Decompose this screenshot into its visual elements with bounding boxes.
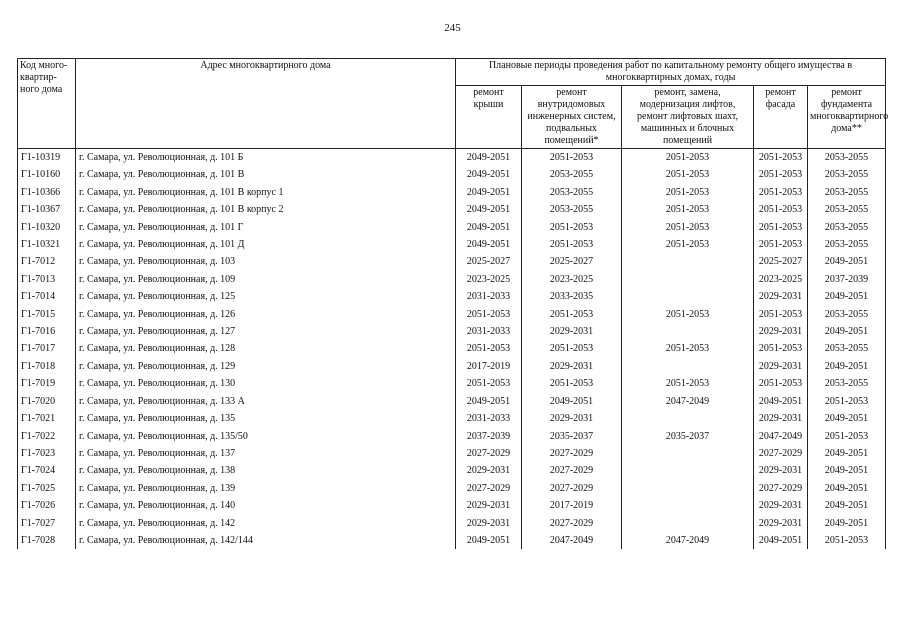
table-row — [18, 184, 886, 201]
cell-address: г. Самара, ул. Революционная, д. 101 В корпус 2 — [76, 201, 456, 218]
cell-facade: 2029-2031 — [754, 515, 808, 532]
cell-systems: 2051-2053 — [522, 340, 622, 357]
cell-address: г. Самара, ул. Революционная, д. 139 — [76, 480, 456, 497]
cell-elevators: 2035-2037 — [622, 428, 754, 445]
cell-elevators: 2051-2053 — [622, 201, 754, 218]
cell-facade: 2051-2053 — [754, 340, 808, 357]
cell-address: г. Самара, ул. Революционная, д. 128 — [76, 340, 456, 357]
cell-address: г. Самара, ул. Революционная, д. 137 — [76, 445, 456, 462]
cell-elevators: 2051-2053 — [622, 375, 754, 392]
cell-code: Г1-7023 — [18, 445, 76, 462]
cell-address: г. Самара, ул. Революционная, д. 138 — [76, 462, 456, 479]
cell-systems: 2027-2029 — [522, 480, 622, 497]
cell-roof: 2031-2033 — [456, 323, 522, 340]
cell-elevators: 2051-2053 — [622, 219, 754, 236]
cell-code: Г1-7019 — [18, 375, 76, 392]
cell-elevators: 2051-2053 — [622, 166, 754, 183]
cell-code: Г1-10160 — [18, 166, 76, 183]
header-row-top — [18, 59, 886, 86]
cell-address: г. Самара, ул. Революционная, д. 135/50 — [76, 428, 456, 445]
cell-elevators — [622, 253, 754, 270]
cell-code: Г1-7028 — [18, 532, 76, 549]
cell-code: Г1-10321 — [18, 236, 76, 253]
cell-code: Г1-7022 — [18, 428, 76, 445]
cell-foundation: 2053-2055 — [808, 306, 886, 323]
cell-facade: 2051-2053 — [754, 201, 808, 218]
cell-systems: 2029-2031 — [522, 410, 622, 427]
cell-systems: 2029-2031 — [522, 358, 622, 375]
cell-address: г. Самара, ул. Революционная, д. 133 А — [76, 393, 456, 410]
table-row — [18, 288, 886, 305]
cell-facade: 2049-2051 — [754, 393, 808, 410]
cell-facade: 2027-2029 — [754, 445, 808, 462]
cell-roof: 2049-2051 — [456, 201, 522, 218]
cell-address: г. Самара, ул. Революционная, д. 129 — [76, 358, 456, 375]
cell-code: Г1-10319 — [18, 149, 76, 167]
header-periods: Плановые периоды проведения работ по капитальному ремонту общего имущества в многоквартирных домах, годы — [456, 59, 886, 86]
cell-address: г. Самара, ул. Революционная, д. 101 Б — [76, 149, 456, 167]
cell-elevators: 2047-2049 — [622, 393, 754, 410]
cell-roof: 2049-2051 — [456, 393, 522, 410]
cell-code: Г1-7015 — [18, 306, 76, 323]
table-row — [18, 393, 886, 410]
cell-foundation: 2053-2055 — [808, 149, 886, 167]
cell-systems: 2023-2025 — [522, 271, 622, 288]
table-row — [18, 201, 886, 218]
table-row — [18, 515, 886, 532]
cell-roof: 2029-2031 — [456, 462, 522, 479]
cell-foundation: 2049-2051 — [808, 288, 886, 305]
cell-address: г. Самара, ул. Революционная, д. 140 — [76, 497, 456, 514]
cell-roof: 2051-2053 — [456, 375, 522, 392]
cell-systems: 2047-2049 — [522, 532, 622, 549]
cell-foundation: 2053-2055 — [808, 219, 886, 236]
cell-foundation: 2049-2051 — [808, 515, 886, 532]
cell-systems: 2025-2027 — [522, 253, 622, 270]
cell-systems: 2027-2029 — [522, 515, 622, 532]
header-address: Адрес многоквартирного дома — [76, 59, 456, 149]
cell-roof: 2049-2051 — [456, 236, 522, 253]
cell-facade: 2029-2031 — [754, 358, 808, 375]
cell-address: г. Самара, ул. Революционная, д. 125 — [76, 288, 456, 305]
cell-elevators: 2051-2053 — [622, 149, 754, 167]
cell-address: г. Самара, ул. Революционная, д. 127 — [76, 323, 456, 340]
table-row — [18, 497, 886, 514]
table-row — [18, 219, 886, 236]
cell-systems: 2029-2031 — [522, 323, 622, 340]
cell-facade: 2051-2053 — [754, 236, 808, 253]
cell-systems: 2053-2055 — [522, 166, 622, 183]
cell-elevators — [622, 497, 754, 514]
cell-foundation: 2049-2051 — [808, 253, 886, 270]
table-body — [18, 149, 886, 550]
table-row — [18, 271, 886, 288]
cell-foundation: 2049-2051 — [808, 497, 886, 514]
cell-code: Г1-7017 — [18, 340, 76, 357]
cell-elevators: 2051-2053 — [622, 184, 754, 201]
cell-foundation: 2049-2051 — [808, 358, 886, 375]
cell-code: Г1-7014 — [18, 288, 76, 305]
cell-roof: 2029-2031 — [456, 497, 522, 514]
cell-foundation: 2051-2053 — [808, 532, 886, 549]
cell-elevators — [622, 323, 754, 340]
cell-systems: 2051-2053 — [522, 236, 622, 253]
table-row — [18, 410, 886, 427]
cell-roof: 2031-2033 — [456, 410, 522, 427]
cell-elevators: 2051-2053 — [622, 306, 754, 323]
cell-foundation: 2051-2053 — [808, 393, 886, 410]
cell-facade: 2049-2051 — [754, 532, 808, 549]
cell-elevators — [622, 410, 754, 427]
cell-foundation: 2053-2055 — [808, 236, 886, 253]
cell-roof: 2025-2027 — [456, 253, 522, 270]
cell-facade: 2029-2031 — [754, 323, 808, 340]
cell-elevators — [622, 358, 754, 375]
cell-roof: 2037-2039 — [456, 428, 522, 445]
cell-code: Г1-7026 — [18, 497, 76, 514]
cell-roof: 2049-2051 — [456, 166, 522, 183]
table-row — [18, 462, 886, 479]
cell-code: Г1-7013 — [18, 271, 76, 288]
cell-systems: 2049-2051 — [522, 393, 622, 410]
cell-systems: 2051-2053 — [522, 306, 622, 323]
cell-facade: 2051-2053 — [754, 306, 808, 323]
cell-address: г. Самара, ул. Революционная, д. 101 Д — [76, 236, 456, 253]
cell-facade: 2029-2031 — [754, 462, 808, 479]
cell-code: Г1-7016 — [18, 323, 76, 340]
cell-roof: 2029-2031 — [456, 515, 522, 532]
cell-facade: 2051-2053 — [754, 149, 808, 167]
cell-foundation: 2053-2055 — [808, 184, 886, 201]
table-row — [18, 166, 886, 183]
cell-facade: 2051-2053 — [754, 184, 808, 201]
cell-systems: 2027-2029 — [522, 462, 622, 479]
table-row — [18, 428, 886, 445]
cell-roof: 2049-2051 — [456, 184, 522, 201]
cell-roof: 2023-2025 — [456, 271, 522, 288]
cell-roof: 2027-2029 — [456, 445, 522, 462]
cell-systems: 2051-2053 — [522, 149, 622, 167]
cell-code: Г1-7025 — [18, 480, 76, 497]
table-row — [18, 149, 886, 167]
cell-foundation: 2053-2055 — [808, 166, 886, 183]
cell-code: Г1-10320 — [18, 219, 76, 236]
table-row — [18, 480, 886, 497]
cell-foundation: 2049-2051 — [808, 410, 886, 427]
cell-systems: 2051-2053 — [522, 375, 622, 392]
cell-elevators — [622, 462, 754, 479]
table-row — [18, 236, 886, 253]
header-roof: ремонт крыши — [456, 86, 522, 149]
header-foundation: ремонт фундамента многоквартирного дома** — [808, 86, 886, 149]
table-row — [18, 445, 886, 462]
cell-address: г. Самара, ул. Революционная, д. 130 — [76, 375, 456, 392]
cell-foundation: 2053-2055 — [808, 201, 886, 218]
cell-foundation: 2049-2051 — [808, 462, 886, 479]
cell-roof: 2031-2033 — [456, 288, 522, 305]
cell-facade: 2051-2053 — [754, 219, 808, 236]
header-facade: ремонт фасада — [754, 86, 808, 149]
cell-roof: 2051-2053 — [456, 340, 522, 357]
table-row — [18, 532, 886, 549]
table-row — [18, 323, 886, 340]
cell-address: г. Самара, ул. Революционная, д. 101 Г — [76, 219, 456, 236]
cell-elevators: 2047-2049 — [622, 532, 754, 549]
cell-elevators: 2051-2053 — [622, 236, 754, 253]
table-row — [18, 375, 886, 392]
cell-foundation: 2049-2051 — [808, 445, 886, 462]
cell-address: г. Самара, ул. Революционная, д. 142/144 — [76, 532, 456, 549]
cell-roof: 2049-2051 — [456, 532, 522, 549]
cell-systems: 2053-2055 — [522, 184, 622, 201]
repair-schedule-table — [17, 58, 889, 549]
cell-address: г. Самара, ул. Революционная, д. 101 В корпус 1 — [76, 184, 456, 201]
page-number: 245 — [444, 22, 461, 34]
cell-systems: 2051-2053 — [522, 219, 622, 236]
cell-address: г. Самара, ул. Революционная, д. 103 — [76, 253, 456, 270]
header-systems: ремонт внутридомовых инженерных систем, подвальных помещений* — [522, 86, 622, 149]
cell-roof: 2051-2053 — [456, 306, 522, 323]
cell-code: Г1-7027 — [18, 515, 76, 532]
cell-code: Г1-7020 — [18, 393, 76, 410]
cell-facade: 2051-2053 — [754, 375, 808, 392]
cell-code: Г1-7012 — [18, 253, 76, 270]
cell-code: Г1-7024 — [18, 462, 76, 479]
cell-address: г. Самара, ул. Революционная, д. 109 — [76, 271, 456, 288]
cell-roof: 2017-2019 — [456, 358, 522, 375]
cell-roof: 2027-2029 — [456, 480, 522, 497]
cell-roof: 2049-2051 — [456, 219, 522, 236]
cell-systems: 2035-2037 — [522, 428, 622, 445]
cell-elevators — [622, 515, 754, 532]
cell-systems: 2027-2029 — [522, 445, 622, 462]
table-row — [18, 340, 886, 357]
cell-address: г. Самара, ул. Революционная, д. 126 — [76, 306, 456, 323]
table-row — [18, 358, 886, 375]
cell-address: г. Самара, ул. Революционная, д. 135 — [76, 410, 456, 427]
cell-address: г. Самара, ул. Революционная, д. 142 — [76, 515, 456, 532]
cell-code: Г1-7021 — [18, 410, 76, 427]
cell-foundation: 2053-2055 — [808, 340, 886, 357]
cell-elevators — [622, 480, 754, 497]
cell-systems: 2033-2035 — [522, 288, 622, 305]
cell-code: Г1-10367 — [18, 201, 76, 218]
cell-address: г. Самара, ул. Революционная, д. 101 В — [76, 166, 456, 183]
cell-facade: 2025-2027 — [754, 253, 808, 270]
cell-facade: 2027-2029 — [754, 480, 808, 497]
cell-foundation: 2053-2055 — [808, 375, 886, 392]
cell-facade: 2047-2049 — [754, 428, 808, 445]
cell-elevators — [622, 271, 754, 288]
cell-facade: 2029-2031 — [754, 497, 808, 514]
cell-facade: 2051-2053 — [754, 166, 808, 183]
header-elevators: ремонт, замена, модернизация лифтов, ремонт лифтовых шахт, машинных и блочных помещений — [622, 86, 754, 149]
cell-elevators — [622, 288, 754, 305]
table-row — [18, 253, 886, 270]
table-row — [18, 306, 886, 323]
cell-code: Г1-7018 — [18, 358, 76, 375]
cell-roof: 2049-2051 — [456, 149, 522, 167]
cell-code: Г1-10366 — [18, 184, 76, 201]
cell-foundation: 2051-2053 — [808, 428, 886, 445]
cell-facade: 2029-2031 — [754, 410, 808, 427]
cell-elevators — [622, 445, 754, 462]
cell-systems: 2017-2019 — [522, 497, 622, 514]
cell-facade: 2029-2031 — [754, 288, 808, 305]
cell-foundation: 2037-2039 — [808, 271, 886, 288]
cell-systems: 2053-2055 — [522, 201, 622, 218]
cell-facade: 2023-2025 — [754, 271, 808, 288]
cell-foundation: 2049-2051 — [808, 480, 886, 497]
cell-elevators: 2051-2053 — [622, 340, 754, 357]
cell-foundation: 2049-2051 — [808, 323, 886, 340]
header-code: Код много-квартир-ного дома — [18, 59, 76, 149]
